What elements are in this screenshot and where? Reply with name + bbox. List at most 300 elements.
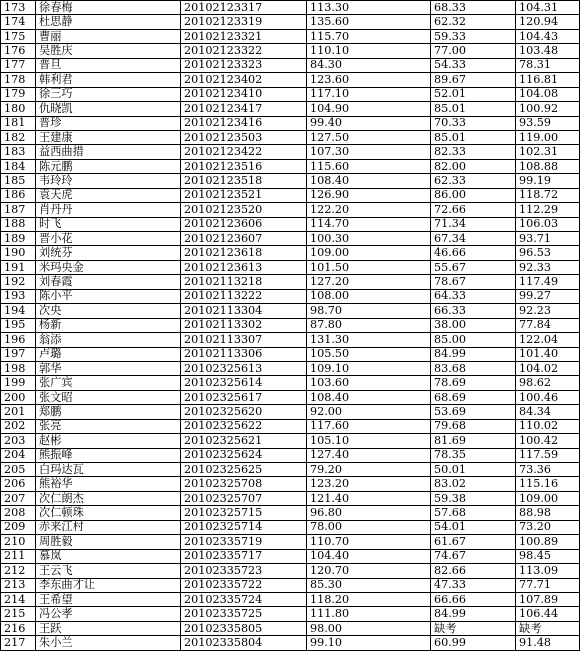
table-row bbox=[1, 260, 580, 274]
table-row bbox=[1, 73, 580, 87]
score-a-cell: 113.30 bbox=[307, 1, 431, 15]
name-cell: 肖丹丹 bbox=[36, 203, 181, 217]
score-a-cell: 120.70 bbox=[307, 564, 431, 578]
total-score-cell: 110.02 bbox=[516, 419, 580, 433]
total-score-cell: 100.89 bbox=[516, 535, 580, 549]
name-cell: 晋小花 bbox=[36, 232, 181, 246]
total-score-cell: 77.71 bbox=[516, 578, 580, 592]
score-a-cell: 123.20 bbox=[307, 477, 431, 491]
total-score-cell: 106.44 bbox=[516, 607, 580, 621]
row-number-cell: 202 bbox=[1, 419, 36, 433]
row-number-cell: 174 bbox=[1, 15, 36, 29]
score-b-cell: 71.34 bbox=[431, 217, 516, 231]
score-a-cell: 107.30 bbox=[307, 145, 431, 159]
table-row bbox=[1, 376, 580, 390]
table-row bbox=[1, 434, 580, 448]
total-score-cell: 98.62 bbox=[516, 376, 580, 390]
name-cell: 曹丽 bbox=[36, 29, 181, 43]
name-cell: 陈元鹏 bbox=[36, 159, 181, 173]
table-row bbox=[1, 636, 580, 650]
total-score-cell: 119.00 bbox=[516, 130, 580, 144]
total-score-cell: 104.31 bbox=[516, 1, 580, 15]
table-row bbox=[1, 564, 580, 578]
table-row bbox=[1, 506, 580, 520]
score-b-cell: 60.99 bbox=[431, 636, 516, 650]
total-score-cell: 93.71 bbox=[516, 232, 580, 246]
total-score-cell: 122.04 bbox=[516, 333, 580, 347]
exam-id-cell: 20102325624 bbox=[181, 448, 307, 462]
total-score-cell: 117.59 bbox=[516, 448, 580, 462]
exam-id-cell: 20102335719 bbox=[181, 535, 307, 549]
total-score-cell: 109.00 bbox=[516, 491, 580, 505]
row-number-cell: 208 bbox=[1, 506, 36, 520]
total-score-cell: 106.03 bbox=[516, 217, 580, 231]
score-b-cell: 64.33 bbox=[431, 289, 516, 303]
row-number-cell: 195 bbox=[1, 318, 36, 332]
total-score-cell: 107.89 bbox=[516, 592, 580, 606]
score-a-cell: 127.50 bbox=[307, 130, 431, 144]
name-cell: 赵彬 bbox=[36, 434, 181, 448]
score-a-cell: 109.10 bbox=[307, 361, 431, 375]
score-a-cell: 135.60 bbox=[307, 15, 431, 29]
total-score-cell: 缺考 bbox=[516, 621, 580, 635]
name-cell: 次仁朗杰 bbox=[36, 491, 181, 505]
score-b-cell: 59.33 bbox=[431, 29, 516, 43]
score-b-cell: 57.68 bbox=[431, 506, 516, 520]
score-b-cell: 47.33 bbox=[431, 578, 516, 592]
row-number-cell: 192 bbox=[1, 275, 36, 289]
exam-id-cell: 20102325715 bbox=[181, 506, 307, 520]
exam-id-cell: 20102123518 bbox=[181, 174, 307, 188]
score-b-cell: 85.01 bbox=[431, 102, 516, 116]
table-row bbox=[1, 1, 580, 15]
name-cell: 普珍 bbox=[36, 116, 181, 130]
score-a-cell: 108.40 bbox=[307, 390, 431, 404]
score-b-cell: 46.66 bbox=[431, 246, 516, 260]
row-number-cell: 201 bbox=[1, 405, 36, 419]
score-b-cell: 72.66 bbox=[431, 203, 516, 217]
score-b-cell: 83.02 bbox=[431, 477, 516, 491]
exam-id-cell: 20102113307 bbox=[181, 333, 307, 347]
row-number-cell: 177 bbox=[1, 58, 36, 72]
row-number-cell: 186 bbox=[1, 188, 36, 202]
row-number-cell: 189 bbox=[1, 232, 36, 246]
table-row bbox=[1, 246, 580, 260]
total-score-cell: 117.49 bbox=[516, 275, 580, 289]
name-cell: 张广宾 bbox=[36, 376, 181, 390]
exam-id-cell: 20102325625 bbox=[181, 463, 307, 477]
score-b-cell: 78.67 bbox=[431, 275, 516, 289]
name-cell: 熊裕华 bbox=[36, 477, 181, 491]
table-row bbox=[1, 405, 580, 419]
total-score-cell: 99.27 bbox=[516, 289, 580, 303]
row-number-cell: 207 bbox=[1, 491, 36, 505]
table-row bbox=[1, 145, 580, 159]
table-row bbox=[1, 549, 580, 563]
score-b-cell: 38.00 bbox=[431, 318, 516, 332]
row-number-cell: 204 bbox=[1, 448, 36, 462]
total-score-cell: 100.46 bbox=[516, 390, 580, 404]
row-number-cell: 215 bbox=[1, 607, 36, 621]
name-cell: 刘统芬 bbox=[36, 246, 181, 260]
name-cell: 翁添 bbox=[36, 333, 181, 347]
name-cell: 徐三巧 bbox=[36, 87, 181, 101]
score-a-cell: 78.00 bbox=[307, 520, 431, 534]
name-cell: 郭华 bbox=[36, 361, 181, 375]
score-b-cell: 61.67 bbox=[431, 535, 516, 549]
table-row bbox=[1, 275, 580, 289]
exam-id-cell: 20102113218 bbox=[181, 275, 307, 289]
row-number-cell: 216 bbox=[1, 621, 36, 635]
exam-id-cell: 20102325621 bbox=[181, 434, 307, 448]
name-cell: 韦玲玲 bbox=[36, 174, 181, 188]
total-score-cell: 98.45 bbox=[516, 549, 580, 563]
name-cell: 刘春霞 bbox=[36, 275, 181, 289]
table-row bbox=[1, 87, 580, 101]
name-cell: 李东曲才让 bbox=[36, 578, 181, 592]
name-cell: 王建康 bbox=[36, 130, 181, 144]
row-number-cell: 181 bbox=[1, 116, 36, 130]
total-score-cell: 101.40 bbox=[516, 347, 580, 361]
row-number-cell: 206 bbox=[1, 477, 36, 491]
score-a-cell: 115.70 bbox=[307, 29, 431, 43]
row-number-cell: 179 bbox=[1, 87, 36, 101]
score-a-cell: 127.40 bbox=[307, 448, 431, 462]
score-b-cell: 缺考 bbox=[431, 621, 516, 635]
score-a-cell: 126.90 bbox=[307, 188, 431, 202]
row-number-cell: 199 bbox=[1, 376, 36, 390]
exam-id-cell: 20102335717 bbox=[181, 549, 307, 563]
score-a-cell: 114.70 bbox=[307, 217, 431, 231]
table-row bbox=[1, 477, 580, 491]
score-a-cell: 92.00 bbox=[307, 405, 431, 419]
exam-id-cell: 20102123323 bbox=[181, 58, 307, 72]
row-number-cell: 200 bbox=[1, 390, 36, 404]
score-a-cell: 122.20 bbox=[307, 203, 431, 217]
row-number-cell: 183 bbox=[1, 145, 36, 159]
score-b-cell: 52.01 bbox=[431, 87, 516, 101]
score-b-cell: 68.69 bbox=[431, 390, 516, 404]
total-score-cell: 77.84 bbox=[516, 318, 580, 332]
table-row bbox=[1, 621, 580, 635]
score-a-cell: 79.20 bbox=[307, 463, 431, 477]
table-row bbox=[1, 463, 580, 477]
score-b-cell: 53.69 bbox=[431, 405, 516, 419]
score-b-cell: 82.33 bbox=[431, 145, 516, 159]
exam-id-cell: 20102335724 bbox=[181, 592, 307, 606]
score-b-cell: 50.01 bbox=[431, 463, 516, 477]
row-number-cell: 198 bbox=[1, 361, 36, 375]
name-cell: 朱小兰 bbox=[36, 636, 181, 650]
row-number-cell: 180 bbox=[1, 102, 36, 116]
row-number-cell: 197 bbox=[1, 347, 36, 361]
total-score-cell: 92.33 bbox=[516, 260, 580, 274]
row-number-cell: 210 bbox=[1, 535, 36, 549]
total-score-cell: 102.31 bbox=[516, 145, 580, 159]
score-a-cell: 104.90 bbox=[307, 102, 431, 116]
row-number-cell: 193 bbox=[1, 289, 36, 303]
name-cell: 米玛央金 bbox=[36, 260, 181, 274]
exam-id-cell: 20102335722 bbox=[181, 578, 307, 592]
name-cell: 熊振峰 bbox=[36, 448, 181, 462]
total-score-cell: 73.20 bbox=[516, 520, 580, 534]
row-number-cell: 211 bbox=[1, 549, 36, 563]
exam-id-cell: 20102123607 bbox=[181, 232, 307, 246]
row-number-cell: 173 bbox=[1, 1, 36, 15]
table-row bbox=[1, 232, 580, 246]
exam-id-cell: 20102325617 bbox=[181, 390, 307, 404]
table-row bbox=[1, 491, 580, 505]
table-row bbox=[1, 448, 580, 462]
exam-id-cell: 20102335805 bbox=[181, 621, 307, 635]
name-cell: 王希望 bbox=[36, 592, 181, 606]
total-score-cell: 115.16 bbox=[516, 477, 580, 491]
name-cell: 杨新 bbox=[36, 318, 181, 332]
row-number-cell: 196 bbox=[1, 333, 36, 347]
table-row bbox=[1, 58, 580, 72]
score-b-cell: 68.33 bbox=[431, 1, 516, 15]
exam-id-cell: 20102113222 bbox=[181, 289, 307, 303]
total-score-cell: 92.23 bbox=[516, 304, 580, 318]
name-cell: 次仁顿珠 bbox=[36, 506, 181, 520]
score-b-cell: 85.00 bbox=[431, 333, 516, 347]
exam-id-cell: 20102335725 bbox=[181, 607, 307, 621]
score-a-cell: 117.60 bbox=[307, 419, 431, 433]
row-number-cell: 205 bbox=[1, 463, 36, 477]
table-row bbox=[1, 390, 580, 404]
name-cell: 张文昭 bbox=[36, 390, 181, 404]
total-score-cell: 73.36 bbox=[516, 463, 580, 477]
score-b-cell: 85.01 bbox=[431, 130, 516, 144]
row-number-cell: 176 bbox=[1, 44, 36, 58]
table-row bbox=[1, 592, 580, 606]
exam-id-cell: 20102123422 bbox=[181, 145, 307, 159]
score-a-cell: 117.10 bbox=[307, 87, 431, 101]
exam-id-cell: 20102123321 bbox=[181, 29, 307, 43]
exam-id-cell: 20102325614 bbox=[181, 376, 307, 390]
score-a-cell: 105.50 bbox=[307, 347, 431, 361]
total-score-cell: 104.08 bbox=[516, 87, 580, 101]
row-number-cell: 190 bbox=[1, 246, 36, 260]
name-cell: 陈小平 bbox=[36, 289, 181, 303]
table-row bbox=[1, 29, 580, 43]
row-number-cell: 217 bbox=[1, 636, 36, 650]
exam-id-cell: 20102123317 bbox=[181, 1, 307, 15]
exam-id-cell: 20102123410 bbox=[181, 87, 307, 101]
score-a-cell: 108.00 bbox=[307, 289, 431, 303]
table-row bbox=[1, 289, 580, 303]
name-cell: 卢璐 bbox=[36, 347, 181, 361]
score-a-cell: 99.40 bbox=[307, 116, 431, 130]
row-number-cell: 185 bbox=[1, 174, 36, 188]
row-number-cell: 191 bbox=[1, 260, 36, 274]
exam-id-cell: 20102335804 bbox=[181, 636, 307, 650]
exam-id-cell: 20102325714 bbox=[181, 520, 307, 534]
table-row bbox=[1, 44, 580, 58]
score-b-cell: 62.33 bbox=[431, 174, 516, 188]
score-a-cell: 84.30 bbox=[307, 58, 431, 72]
score-b-cell: 81.69 bbox=[431, 434, 516, 448]
score-b-cell: 82.66 bbox=[431, 564, 516, 578]
row-number-cell: 214 bbox=[1, 592, 36, 606]
score-b-cell: 83.68 bbox=[431, 361, 516, 375]
name-cell: 益西曲措 bbox=[36, 145, 181, 159]
table-row bbox=[1, 520, 580, 534]
total-score-cell: 120.94 bbox=[516, 15, 580, 29]
score-b-cell: 66.66 bbox=[431, 592, 516, 606]
total-score-cell: 104.43 bbox=[516, 29, 580, 43]
total-score-cell: 84.34 bbox=[516, 405, 580, 419]
row-number-cell: 203 bbox=[1, 434, 36, 448]
exam-id-cell: 20102113304 bbox=[181, 304, 307, 318]
score-a-cell: 118.20 bbox=[307, 592, 431, 606]
score-b-cell: 54.33 bbox=[431, 58, 516, 72]
name-cell: 时飞 bbox=[36, 217, 181, 231]
name-cell: 赤来江村 bbox=[36, 520, 181, 534]
table-row bbox=[1, 159, 580, 173]
row-number-cell: 209 bbox=[1, 520, 36, 534]
score-a-cell: 87.80 bbox=[307, 318, 431, 332]
name-cell: 王跃 bbox=[36, 621, 181, 635]
name-cell: 白玛达瓦 bbox=[36, 463, 181, 477]
table-row bbox=[1, 203, 580, 217]
name-cell: 慕岚 bbox=[36, 549, 181, 563]
name-cell: 王云飞 bbox=[36, 564, 181, 578]
exam-id-cell: 20102325620 bbox=[181, 405, 307, 419]
exam-id-cell: 20102113302 bbox=[181, 318, 307, 332]
score-b-cell: 55.67 bbox=[431, 260, 516, 274]
row-number-cell: 182 bbox=[1, 130, 36, 144]
score-a-cell: 100.30 bbox=[307, 232, 431, 246]
total-score-cell: 118.72 bbox=[516, 188, 580, 202]
exam-id-cell: 20102123521 bbox=[181, 188, 307, 202]
table-row bbox=[1, 361, 580, 375]
name-cell: 郑鹏 bbox=[36, 405, 181, 419]
score-a-cell: 115.60 bbox=[307, 159, 431, 173]
row-number-cell: 194 bbox=[1, 304, 36, 318]
table-row bbox=[1, 116, 580, 130]
table-row bbox=[1, 217, 580, 231]
score-a-cell: 99.10 bbox=[307, 636, 431, 650]
total-score-cell: 100.42 bbox=[516, 434, 580, 448]
total-score-cell: 96.53 bbox=[516, 246, 580, 260]
exam-id-cell: 20102325613 bbox=[181, 361, 307, 375]
total-score-cell: 78.31 bbox=[516, 58, 580, 72]
exam-id-cell: 20102325622 bbox=[181, 419, 307, 433]
table-row bbox=[1, 188, 580, 202]
score-a-cell: 110.70 bbox=[307, 535, 431, 549]
name-cell: 次央 bbox=[36, 304, 181, 318]
score-b-cell: 59.38 bbox=[431, 491, 516, 505]
score-a-cell: 85.30 bbox=[307, 578, 431, 592]
exam-id-cell: 20102325708 bbox=[181, 477, 307, 491]
score-a-cell: 96.80 bbox=[307, 506, 431, 520]
total-score-cell: 99.19 bbox=[516, 174, 580, 188]
total-score-cell: 104.02 bbox=[516, 361, 580, 375]
table-row bbox=[1, 15, 580, 29]
score-a-cell: 123.60 bbox=[307, 73, 431, 87]
score-b-cell: 86.00 bbox=[431, 188, 516, 202]
exam-id-cell: 20102123520 bbox=[181, 203, 307, 217]
score-b-cell: 70.33 bbox=[431, 116, 516, 130]
score-b-cell: 79.68 bbox=[431, 419, 516, 433]
row-number-cell: 175 bbox=[1, 29, 36, 43]
row-number-cell: 187 bbox=[1, 203, 36, 217]
table-row bbox=[1, 578, 580, 592]
score-a-cell: 110.10 bbox=[307, 44, 431, 58]
name-cell: 冯公孝 bbox=[36, 607, 181, 621]
score-b-cell: 62.32 bbox=[431, 15, 516, 29]
score-b-cell: 67.34 bbox=[431, 232, 516, 246]
score-b-cell: 84.99 bbox=[431, 607, 516, 621]
exam-id-cell: 20102113306 bbox=[181, 347, 307, 361]
table-row bbox=[1, 130, 580, 144]
row-number-cell: 213 bbox=[1, 578, 36, 592]
exam-id-cell: 20102123417 bbox=[181, 102, 307, 116]
table-row bbox=[1, 347, 580, 361]
table-row bbox=[1, 535, 580, 549]
score-a-cell: 108.40 bbox=[307, 174, 431, 188]
score-b-cell: 89.67 bbox=[431, 73, 516, 87]
score-a-cell: 98.00 bbox=[307, 621, 431, 635]
total-score-cell: 100.92 bbox=[516, 102, 580, 116]
score-a-cell: 111.80 bbox=[307, 607, 431, 621]
table-row bbox=[1, 102, 580, 116]
score-a-cell: 103.60 bbox=[307, 376, 431, 390]
exam-id-cell: 20102335723 bbox=[181, 564, 307, 578]
score-a-cell: 98.70 bbox=[307, 304, 431, 318]
name-cell: 吴胜庆 bbox=[36, 44, 181, 58]
table-row bbox=[1, 318, 580, 332]
table-row bbox=[1, 607, 580, 621]
exam-id-cell: 20102123606 bbox=[181, 217, 307, 231]
total-score-cell: 112.29 bbox=[516, 203, 580, 217]
score-b-cell: 78.35 bbox=[431, 448, 516, 462]
row-number-cell: 184 bbox=[1, 159, 36, 173]
total-score-cell: 91.48 bbox=[516, 636, 580, 650]
exam-id-cell: 20102123503 bbox=[181, 130, 307, 144]
table-row bbox=[1, 419, 580, 433]
score-a-cell: 104.40 bbox=[307, 549, 431, 563]
score-b-cell: 78.69 bbox=[431, 376, 516, 390]
row-number-cell: 178 bbox=[1, 73, 36, 87]
exam-id-cell: 20102123402 bbox=[181, 73, 307, 87]
total-score-cell: 88.98 bbox=[516, 506, 580, 520]
score-a-cell: 109.00 bbox=[307, 246, 431, 260]
name-cell: 徐春梅 bbox=[36, 1, 181, 15]
exam-id-cell: 20102123618 bbox=[181, 246, 307, 260]
score-table-body bbox=[1, 1, 580, 651]
name-cell: 周胜毅 bbox=[36, 535, 181, 549]
score-b-cell: 74.67 bbox=[431, 549, 516, 563]
name-cell: 袁天虎 bbox=[36, 188, 181, 202]
exam-id-cell: 20102123416 bbox=[181, 116, 307, 130]
score-a-cell: 131.30 bbox=[307, 333, 431, 347]
name-cell: 仇晓凯 bbox=[36, 102, 181, 116]
score-b-cell: 77.00 bbox=[431, 44, 516, 58]
score-a-cell: 121.40 bbox=[307, 491, 431, 505]
table-row bbox=[1, 304, 580, 318]
exam-id-cell: 20102123319 bbox=[181, 15, 307, 29]
total-score-cell: 108.88 bbox=[516, 159, 580, 173]
name-cell: 普旦 bbox=[36, 58, 181, 72]
score-a-cell: 105.10 bbox=[307, 434, 431, 448]
exam-id-cell: 20102123322 bbox=[181, 44, 307, 58]
score-a-cell: 127.20 bbox=[307, 275, 431, 289]
score-b-cell: 66.33 bbox=[431, 304, 516, 318]
table-row bbox=[1, 174, 580, 188]
total-score-cell: 113.09 bbox=[516, 564, 580, 578]
